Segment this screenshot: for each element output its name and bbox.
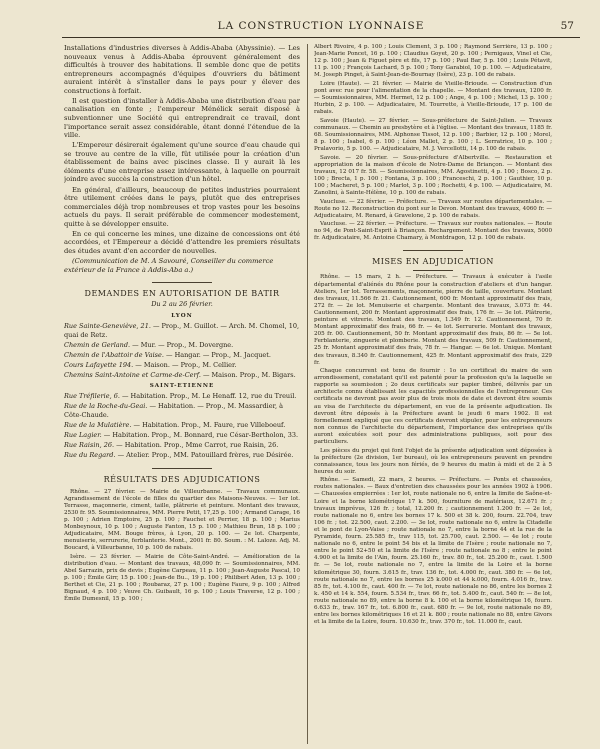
- permit-street: Chemin de Gerland.: [64, 340, 131, 349]
- permits-date: Du 2 au 26 février.: [151, 300, 213, 309]
- result-paragraph: Vaucluse. — 22 février. — Préfecture. — Travaux sur routes départementales. — Route no 12. Reconstruction du pont sur le Devon. Montant des travaux, 4060 fr. — Adjudicataire, M. Renard, à Gravelone, 2 p. 100 de rabais.: [314, 198, 552, 219]
- permit-street: Rue du Regard.: [64, 451, 116, 459]
- permit-entry: [64, 392, 300, 401]
- result-paragraph: Loire (Haute). — 21 février. — Mairie de Vieille-Brioude. — Construction d'un pont avec rue pour l'alimentation de la chapelle. — Montant des travaux, 1200 fr. — Soumissionnaires, MM. Hermet, 12 p. 100 ; Ange, 4 p. 100 ; Michel, 13 p. 100 ; Hurbin, 2 p. 100. — Adjudicataire, M. Tourrette, à Vieille-Brioude, 17 p. 100 de rabais.: [314, 80, 552, 116]
- permit-entry: [64, 322, 300, 339]
- right-column: [314, 44, 552, 744]
- permit-text: — Maison. Prop., M. Bigars.: [200, 371, 296, 380]
- permit-entry: [64, 441, 300, 450]
- heading-underline: [413, 270, 453, 271]
- result-paragraph: Savoie. — 20 février. — Sous-préfecture d'Albertville. — Restauration et appropriation de la maison d'école de Notre-Dame de Briançon. — Montant des travaux, 12 017 fr. 58. — Soumissionnaires, MM. Agostinetti, 4 p. 100 ; Bosco, 2 p. 100 ; Brecta, 1 p. 100 ; Fontana, 3 p. 100 ; Franceschi, 2 p. 100 ; Gauthier, 10 p. 100 ; Macheret, 5 p. 100 ; Marlot, 3 p. 100 ; Rochetti, 4 p. 100. — Adjudicataire, M. Zanolini, à Sainte-Hélène, 10 p. 100 de rabais.: [314, 154, 552, 197]
- permit-entry: [64, 351, 300, 360]
- mise-paragraph: Rhône. — Samedi, 22 mars, 2 heures. — Préfecture. — Ponts et chaussées, routes nationales. — Baux d'entretien des chaussées pour les années 1902 à 1906. — Chaussées empierrées : 1er lot, route nationale no 6, entre la limite de Saône-et-Loire et la borne kilométrique 17 k. 500, fourniture de matériaux, 12.671 fr. ; travaux imprévus, 126 fr. ; total, 12.200 fr. ; cautionnement 1.200 fr. — 2e lot, route nationale no 6, entre les bornes 17 k. 500 et 38 k. 200, fourn. 22.704, trav 106 fr. ; tot. 22.500, caut. 2.200. — 3e lot, route nationale no 6, entre la Citadelle et le pont de Lyon-Vaise ; route nationale no 7, entre la borne 44 et la rue de la Pyramide, fourn. 25.585 fr., trav 115, tot. 25.700, caut. 2.500. — 4e lot ; route nationale no 6, entre le point 54 bis et la limite de l'Isère ; route nationale no 7, entre le point 52+50 et la limite de l'Isère ; route nationale no 8 ; entre le point 4.900 et la limite de l'Ain, fourn. 25.160 fr., trav. 80 fr., tot. 25.200 fr., caut. 1.500 fr. — 5e lot, route nationale no 7, entre la limite de la Loire et la borne kilométrique 30, fourn. 3.615 fr., trav. 136 fr., tot. 4.000 fr., caut. 380 fr. — 6e lot, route nationale no 7, entre les bornes 25 k.000 et 44 k.000, fourn. 4.016 fr., trav. 85 fr., tot. 4.100 fr., caut. 400 fr. — 7e lot, route nationale no 86, entre les bornes 2 k. 450 et 14 k. 554, fourn. 5.534 fr., trav. 66 fr., tot. 5.400 fr., caut. 540 fr. — 8e lot, route nationale no 89, entre la borne 8 k. 100 et la borne kilométrique 16, fourn. 6.633 fr., trav. 167 fr., tot. 6.800 fr., caut. 680 fr. — 9e lot, route nationale no 89, entre les bornes kilométriques 16 et 21 k. 800 ; route nationale no 88, entre Givors et la limite de la Loire, fourn. 10.630 fr., trav. 370 fr., tot. 11.000 fr., caut.: [314, 477, 552, 626]
- city-label-lyon: LYON: [171, 313, 193, 320]
- result-paragraph: Rhône. — 27 février. — Mairie de Villeurbanne. — Travaux communaux. Agrandissement de l'école de filles du quartier des Maisons-Neuves. — 1er lot. Terrasse, maçonnerie, ciment, taille, plâtrerie et peinture. Montant des travaux, 2530 fr. 95. Soumissionnaires, MM. Pierre Petit, 17,25 p. 100 ; Armand Carage, 16 p. 100 ; Adrien Emptoire, 25 p. 100 ; Fauchet et Perrier, 18 p. 100 ; Marius Monbeynoux, 10 p. 100 ; Auguste Fanton, 15 p. 100 ; Mathieu Brun, 18 p. 100 ; Adjudicataire, MM. Bouge frères, à Lyon, 20 p. 100. — 2e lot. Charpente, menuiserie, serrurerie, ferblanterie. Mont., 2001 fr. 80. Soum. : M. Laloze. Adj. M. Boucard, à Villeurbanne, 10 p. 100 de rabais.: [64, 488, 300, 552]
- mises-heading: MISES EN ADJUDICATION: [372, 257, 494, 267]
- permit-street: Rue Raisin, 26.: [64, 440, 115, 449]
- permit-entry: [64, 341, 300, 350]
- journal-title: LA CONSTRUCTION LYONNAISE: [217, 20, 425, 32]
- mise-paragraph: Rhône. — 15 mars, 2 h. — Préfecture. — Travaux à exécuter à l'asile départemental d'aliénés du Rhône pour la construction d'ateliers et d'un hangar. Ateliers, 1er lot. Terrassements, maçonnerie, pierre de taille, couverture. Montant des travaux, 11.566 fr. 21. Cautionnement, 600 fr. Montant approximatif des frais, 272 fr. — 2e lot. Menuiserie et charpente. Montant des travaux, 3.073 fr. 44. Cautionnement, 200 fr. Montant approximatif des frais, 176 fr. — 3e lot. Plâtrerie, peinture et vitrerie. Montant des travaux, 1.349 fr. 12. Cautionnement, 70 fr. Montant approximatif des frais, 66 fr. — 4e lot. Serrurerie. Montant des travaux, 205 fr. 00. Cautionnement, 50 fr. Montant approximatif des frais, 86 fr. — 5e lot. Ferblanterie, zinguerie et plomberie. Montant des travaux, 509 fr. Cautionnement, 25 fr. Montant approximatif des frais, 78 fr. — Hangar. — 6e lot. Unique. Montant des travaux, 8.340 fr. Cautionnement, 425 fr. Montant approximatif des frais, 229 fr.: [314, 274, 552, 366]
- mise-paragraph: Les pièces du projet qui font l'objet de la présente adjudication sont déposées à la préfecture (2e division, 1er bureau), où les entrepreneurs peuvent en prendre connaissance, tous les jours non fériés, de 9 heures du matin à midi et de 2 à 5 heures du soir.: [314, 447, 552, 475]
- permit-text: — Habitation. Prop., M. Faure, rue Villeboeuf.: [131, 420, 286, 429]
- article-paragraph: Installations d'industries diverses à Addis-Ababa (Abyssinie). — Les nouveaux venus à Addis-Ababa éprouvent généralement des difficultés à trouver des habitations. Il semble donc que de petits entrepreneurs accompagnés d'équipes d'ouvriers du bâtiment auraient intérêt à s'installer dans le pays pour y élever des constructions à forfait.: [64, 44, 300, 95]
- permit-entry: [64, 431, 300, 440]
- section-separator: [152, 282, 212, 283]
- section-separator: [403, 250, 463, 251]
- mise-paragraph: Chaque concurrent est tenu de fournir : 1o un certificat du maire de son arrondissement, constatant qu'il est patenté pour la profession qu'a la laquelle se rapporte sa soumission ; 2o deux certificats sur papier timbré, délivrés par un architecte connu établissant les capacités professionnelles de l'entrepreneur. Ces certificats ne devront pas avoir plus de trois mois de date et devront être soumis au visa de l'architecte du département, en vue de la présente adjudication. Ils devront être déposés à la Préfecture avant le jeudi 6 mars 1902. Il est formellement expliqué que ces certificats devront stipuler, pour les entrepreneurs non connus de l'architecte du département, l'importance des entreprises qu'ils auront exécutées soit pour des administrations publiques, soit pour des particuliers.: [314, 368, 552, 446]
- permit-street: Rue de la Mulatière.: [64, 420, 132, 429]
- permit-text: — Hangar. — Prop., M. Jacquet.: [163, 351, 271, 360]
- city-label-saint-etienne: SAINT-ETIENNE: [149, 382, 215, 389]
- permit-street: Rue Lagier.: [64, 430, 102, 439]
- permit-street: Chemins Saint-Antoine et Carme-de-Cerf.: [64, 371, 201, 380]
- result-paragraph: Albert Rivoire, 4 p. 100 ; Louis Clement, 3 p. 100 ; Raymond Serrière, 13 p. 100 ; Jean-Marie Poncet, 16 p. 100 ; Claudius Goyet, 20 p. 100 ; Pernigaux, Vinel et Cie, 12 p. 100 ; Jean & Figuet père et fils, 17 p. 100 ; Paul Bar, 5 p. 100 ; Louis Pétavit, 11 p. 100 ; François Lachard, 5 p. 100 ; Tony Garabiol, 10 p. 100. — Adjudicataire, M. Joseph Pinget, à Saint-Jean-de-Bournay (Isère), 23 p. 100 de rabais.: [314, 44, 552, 79]
- article-attribution: (Communication de M. A Savouré, Conseiller du commerce extérieur de la France à Addis-Aba a.): [64, 257, 274, 274]
- result-paragraph: Savoie (Haute). — 27 février. — Sous-préfecture de Saint-Julien. — Travaux communaux. — Chemin au presbytère et à l'église. — Montant des travaux, 1185 fr. 68. Soumissionnaires, MM. Alphonse Tissot, 12 p. 100 ; Barbier, 12 p. 100 ; Morel, 8 p. 100 ; Isabel, 6 p. 100 ; Léon Mallet, 2 p. 100 ; L. Serratrice, 10 p. 100 ; Pralavorio, 5 p. 100. — Adjudicataire, M. J. Vercellotti, 14 p. 100 de rabais.: [314, 117, 552, 153]
- permit-text: — Mur. — Prop., M. Dovergne.: [130, 340, 234, 349]
- permit-text: — Habitation. Prop., M. Bonnard, rue César-Bertholon, 33.: [101, 430, 299, 439]
- page-header: [62, 20, 580, 36]
- article-paragraph: En ce qui concerne les mines, une dizaine de concessions ont été accordées, et l'Empereur a décidé d'attendre les premiers résultats des études avant d'en accorder de nouvelles.: [64, 229, 300, 255]
- permit-text: — Maison. — Prop., M. Cellier.: [133, 361, 237, 370]
- result-paragraph: Vaucluse. — 22 février. — Préfecture. — Travaux sur routes nationales. — Route no 94, de Pont-Saint-Esprit à Briançon. Rechargement. Montant des travaux, 5000 fr. Adjudicataire, M. Antoine Chamary, à Montdragon, 12 p. 100 de rabais.: [314, 221, 552, 242]
- permit-text: — Habitation. Prop., Mme Carrot, rue Raisin, 26.: [114, 440, 279, 449]
- permit-entry: [64, 421, 300, 430]
- left-column: [64, 44, 300, 744]
- permit-entry: [64, 451, 300, 460]
- header-rule: [62, 37, 580, 38]
- permit-text: — Habitation. — Prop., M. Massardier, à Côte-Chaude.: [64, 402, 283, 419]
- article-paragraph: L'Empereur désirerait également qu'une source d'eau chaude qui se trouve au centre de la ville, fût utilisée pour la création d'un établissement de bains avec piscines classe. Il y aurait là les éléments d'une entreprise assez intéressante, à laquelle on pourrait joindre avec succès la construction d'un hôtel.: [64, 141, 300, 184]
- section-separator: [152, 468, 212, 469]
- permit-street: Rue de la Roche-du-Geai.: [64, 402, 148, 411]
- permit-text: — Habitation. Prop., M. Le Henaff. 12, rue du Treuil.: [119, 391, 297, 400]
- permit-street: Chemin de l'Abattoir de Vaise.: [64, 351, 164, 360]
- permit-street: Rue Tréfilerie, 6.: [64, 391, 120, 400]
- permit-text: — Atelier. Prop., MM. Patouillard frères, rue Désirée.: [115, 451, 294, 459]
- column-divider: [307, 44, 308, 744]
- permit-street: Cours Lafayette 194.: [64, 361, 134, 370]
- permit-entry: [64, 361, 300, 370]
- page-number: 57: [560, 20, 574, 32]
- permits-heading: DEMANDES EN AUTORISATION DE BATIR: [84, 289, 280, 299]
- article-paragraph: Il est question d'installer à Addis-Ababa une distribution d'eau par canalisation en fonte ; l'empereur Ménélick serait disposé à subventionner une Société qui entreprendrait ce travail, dont l'importance serait assez considérable, étant donné l'étendue de la ville.: [64, 96, 300, 140]
- results-body: [64, 489, 300, 604]
- result-paragraph: Isère. — 23 février. — Mairie de Côte-Saint-André. — Amélioration de la distribution d'eau. — Montant des travaux, 48,090 fr. — Soumissionnaires, MM. Abel Sarrazin, prix de devis ; Eugène Carpeau, 11 p. 100 ; Jean-Auguste Pascal, 10 p. 100 ; Émile Girr, 15 p. 100 ; Jean-de Bu.., 19 p. 100 ; Philibert Aden, 13 p. 100 ; Berthet et Cie, 21 p. 100 ; Roubaraz, 27 p. 100 ; Eugène Faure, 9 p. 100 ; Alfred Bignaud, 4 p. 100 ; Veuve Ch. Guibault, 16 p. 100 ; Louis Traverse, 12 p. 100 ; Émile Dumesnil, 15 p. 100 ;: [64, 553, 300, 603]
- results-heading: RÉSULTATS DES ADJUDICATIONS: [103, 474, 261, 484]
- permit-text: — Prop., M. Guillot. — Arch. M. Chomel, 10, quai de Retz.: [64, 322, 300, 339]
- article-paragraph: En général, d'ailleurs, beaucoup de petites industries pourraient être utilement créées dans le pays, plutôt que des entreprises commerciales déjà trop nombreuses et trop vastes pour les besoins actuels du pays. Il serait préférable de commencer modestement, quitte à se développer ensuite.: [64, 185, 300, 228]
- permit-entry: [64, 402, 300, 419]
- permit-street: Rue Sainte-Geneviève, 21.: [64, 322, 151, 331]
- permit-entry: [64, 371, 300, 380]
